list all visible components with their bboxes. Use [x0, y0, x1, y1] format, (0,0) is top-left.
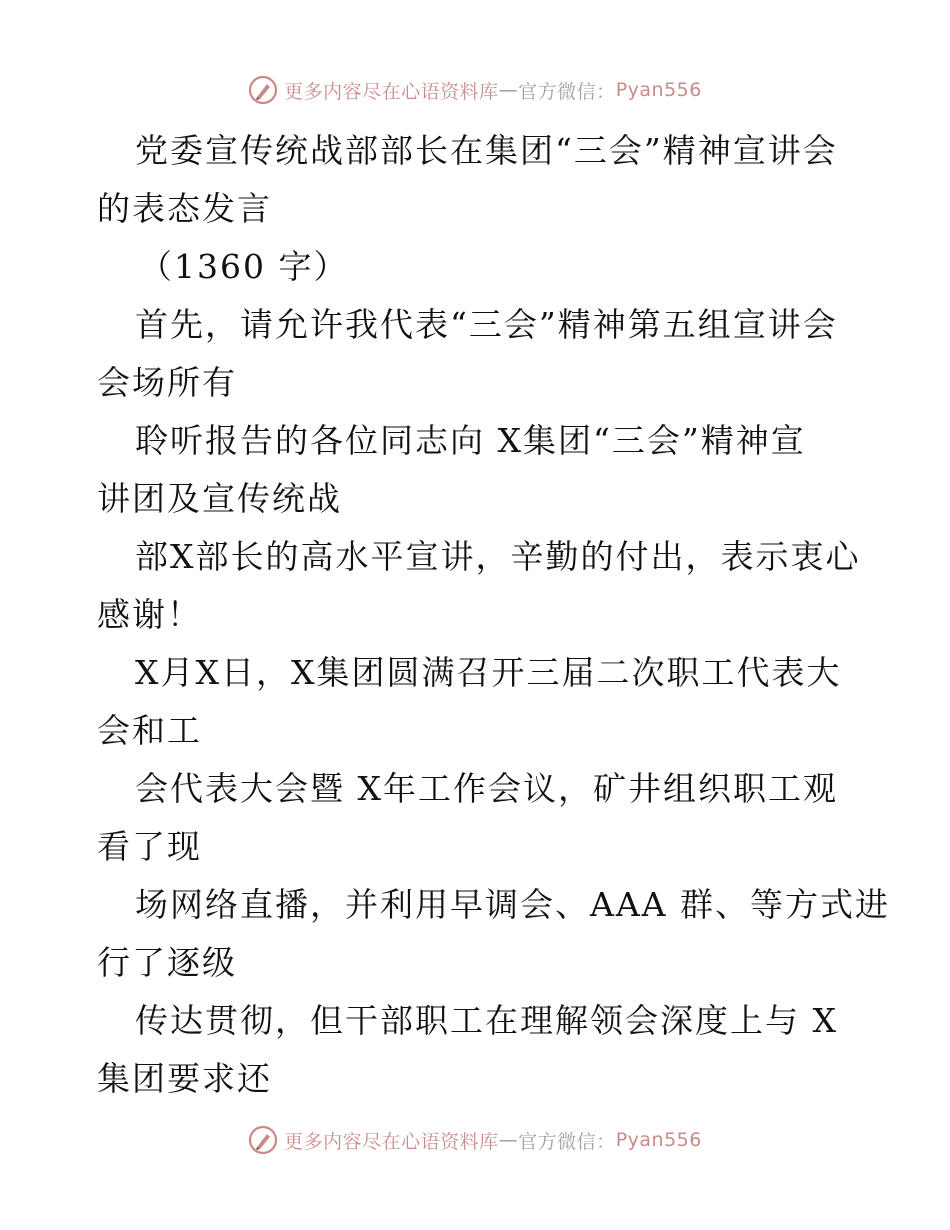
doc-line: 会和工 — [97, 711, 202, 750]
word-count: （1360 字） — [139, 247, 349, 286]
doc-line: 会场所有 — [97, 363, 237, 402]
watermark-label: 官方微信： — [518, 80, 616, 103]
header-watermark — [0, 70, 950, 110]
watermark-separator: — — [498, 79, 519, 101]
doc-line: 讲团及宣传统战 — [97, 479, 342, 518]
footer-watermark — [0, 1120, 950, 1160]
doc-line: 首先，请允许我代表“三会”精神第五组宣讲会 — [135, 305, 838, 344]
doc-line: 集团要求还 — [97, 1059, 272, 1098]
watermark-text: 更多内容尽在心语资料库 — [284, 80, 499, 103]
doc-line: 会代表大会暨 X年工作会议，矿井组织职工观 — [135, 769, 838, 808]
doc-line: 的表态发言 — [97, 189, 272, 228]
watermark-id: Pyan556 — [615, 1129, 702, 1151]
doc-line: 场网络直播，并利用早调会、AAA 群、等方式进 — [135, 885, 890, 924]
doc-line: 部X部长的高水平宣讲，辛勤的付出，表示衷心 — [135, 537, 861, 576]
doc-line: 感谢！ — [97, 595, 202, 634]
watermark-text: 更多内容尽在心语资料库 — [284, 1130, 499, 1153]
doc-line: 聆听报告的各位同志向 X集团“三会”精神宣 — [135, 421, 806, 460]
doc-line: 传达贯彻，但干部职工在理解领会深度上与 X — [135, 1001, 838, 1040]
doc-line: 看了现 — [97, 827, 202, 866]
watermark-label: 官方微信： — [518, 1130, 616, 1153]
document-body — [97, 122, 890, 1108]
pen-logo-icon — [248, 75, 278, 105]
pen-logo-icon — [248, 1125, 278, 1155]
watermark-separator: — — [498, 1129, 519, 1151]
doc-line: X月X日，X集团圆满召开三届二次职工代表大 — [135, 653, 842, 692]
watermark-id: Pyan556 — [615, 79, 702, 101]
doc-line: 行了逐级 — [97, 943, 237, 982]
doc-line: 党委宣传统战部部长在集团“三会”精神宣讲会 — [135, 131, 838, 170]
